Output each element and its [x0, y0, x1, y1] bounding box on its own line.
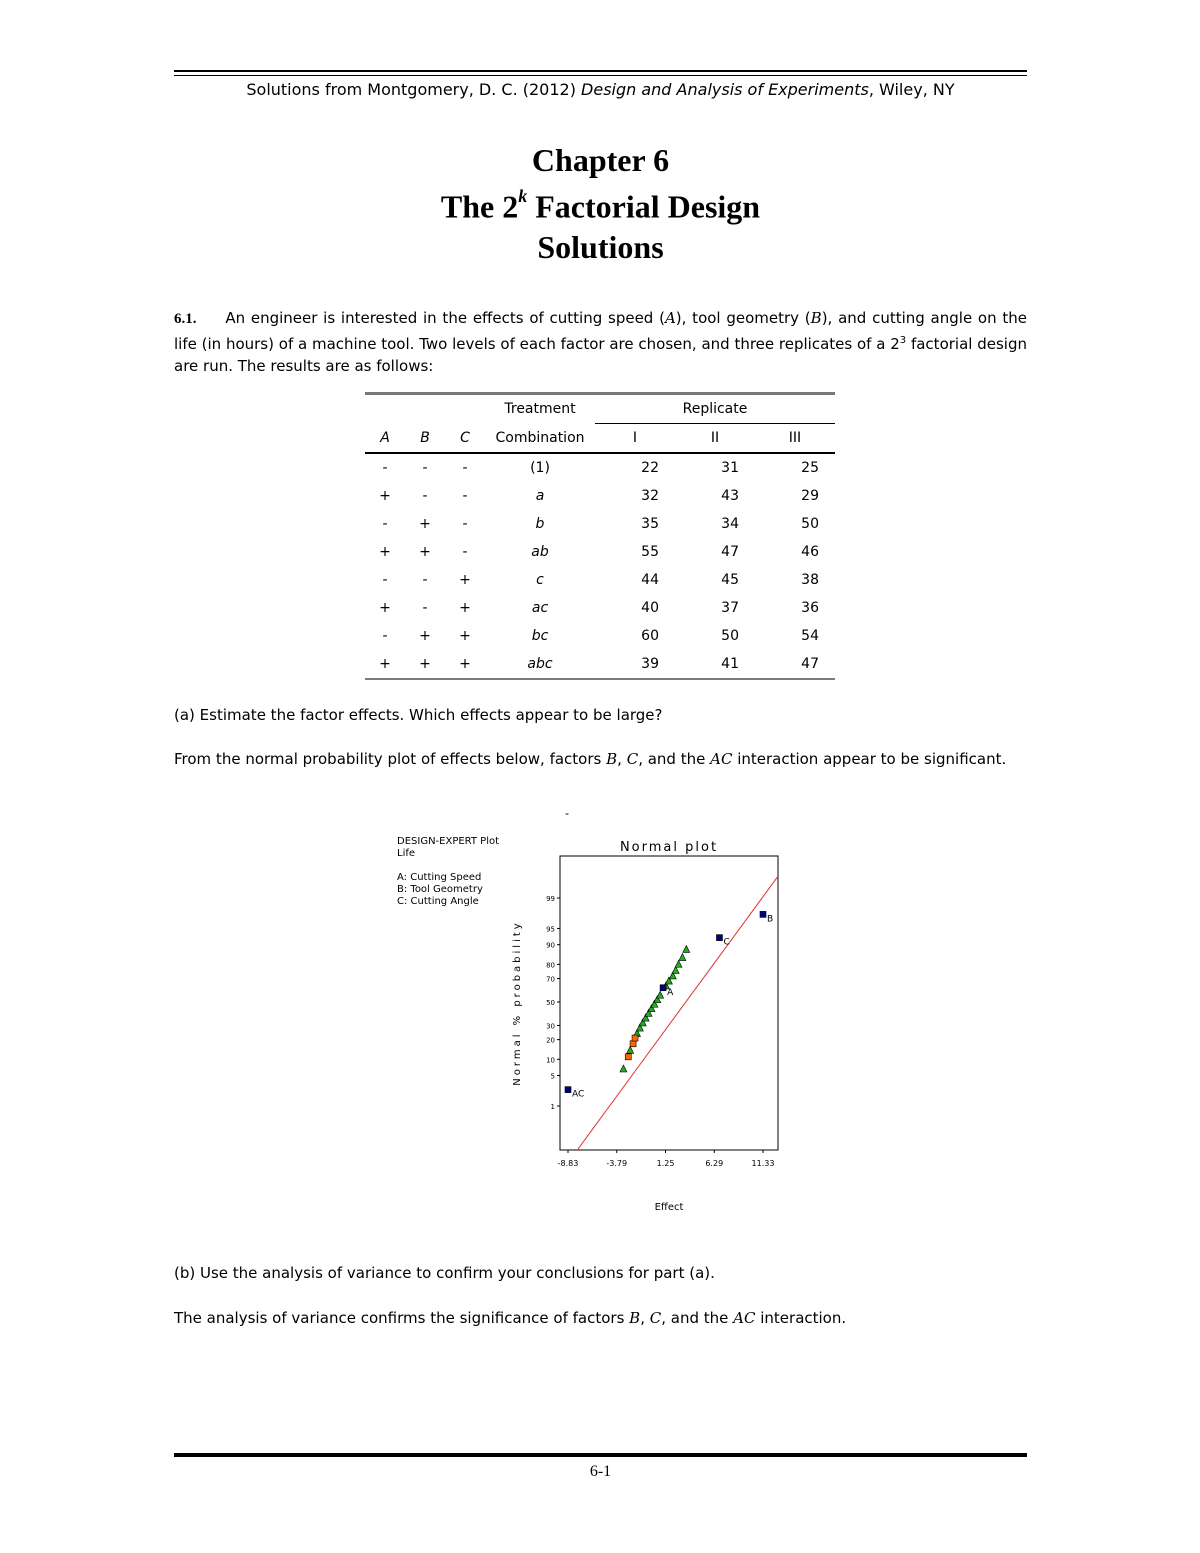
plot-point-error-orange — [625, 1054, 631, 1060]
subtitle-post: Factorial Design — [527, 188, 761, 225]
part-a-answer: From the normal probability plot of effects below, factors B, C, and the AC interaction appear to be significant. — [174, 750, 1007, 768]
part-a-question: (a) Estimate the factor effects. Which effects appear to be large? — [174, 706, 663, 724]
legend-response: Life — [397, 848, 416, 859]
plot-label-ac: AC — [572, 1089, 585, 1100]
table-row: - - - (1) 22 31 25 — [382, 460, 819, 476]
problem-statement — [174, 307, 1027, 377]
problem-sup: 3 — [899, 335, 907, 346]
legend-factor-a: A: Cutting Speed — [397, 872, 482, 883]
y-axis-label: Normal % probability — [512, 920, 523, 1086]
header-suffix: , Wiley, NY — [868, 80, 955, 99]
x-tick-label: 1.25 — [656, 1159, 675, 1168]
y-tick-label: 80 — [546, 961, 555, 970]
subtitle-sup: k — [518, 186, 528, 206]
col-header-rep2: II — [675, 424, 755, 454]
plot-point-c — [716, 935, 722, 941]
part-b-question: (b) Use the analysis of variance to confirm your conclusions for part (a). — [174, 1264, 715, 1282]
header-prefix: Solutions from Montgomery, D. C. (2012) — [246, 80, 582, 99]
y-tick-label: 20 — [546, 1036, 555, 1045]
plot-point-error — [657, 991, 664, 998]
treatment-header: Treatment — [485, 394, 595, 424]
x-tick-label: 6.29 — [705, 1159, 724, 1168]
col-header-b: B — [405, 424, 445, 454]
x-axis-label: Effect — [654, 1202, 684, 1213]
col-header-c: C — [445, 424, 485, 454]
table-header-row-1 — [365, 394, 835, 424]
x-tick-label: -8.83 — [557, 1159, 579, 1168]
plot-point-a — [660, 985, 666, 991]
legend-factor-b: B: Tool Geometry — [397, 884, 483, 895]
col-header-rep1: I — [595, 424, 675, 454]
x-tick-label: 11.33 — [751, 1159, 775, 1168]
reference-line — [578, 855, 794, 1149]
plot-point-error — [683, 945, 690, 952]
table-row: + + - ab 55 47 46 — [379, 544, 819, 560]
normal-plot-chart — [360, 820, 810, 1230]
header-book-title: Design and Analysis of Experiments — [581, 80, 869, 99]
plot-point-error-orange — [630, 1041, 636, 1047]
problem-text-a: An engineer is interested in the effects of cutting speed ( — [225, 309, 665, 327]
col-header-combination: Combination — [485, 424, 595, 454]
table-header-row-2 — [365, 424, 835, 454]
chapter-title-block — [174, 140, 1027, 267]
problem-var-a: A — [664, 309, 676, 327]
plot-point-error-orange — [632, 1035, 638, 1041]
y-tick-label: 99 — [546, 895, 555, 903]
x-tick-label: -3.79 — [606, 1159, 628, 1168]
running-header — [174, 80, 1027, 99]
data-table — [365, 392, 835, 680]
header-rule-thin — [174, 75, 1027, 76]
col-header-rep3: III — [755, 424, 835, 454]
plot-point-b — [760, 911, 766, 917]
y-tick-label: 1 — [550, 1103, 555, 1111]
legend-factor-c: C: Cutting Angle — [397, 896, 479, 907]
plot-point-ac — [565, 1087, 571, 1093]
part-b-answer: The analysis of variance confirms the significance of factors B, C, and the AC interaction. — [174, 1309, 847, 1327]
col-header-a: A — [365, 424, 405, 454]
chapter-number: Chapter 6 — [531, 142, 670, 178]
legend-title: DESIGN-EXPERT Plot — [397, 836, 500, 847]
table-row: + + + abc 39 41 47 — [365, 650, 835, 679]
y-tick-label: 95 — [546, 925, 555, 934]
problem-text-d: factorial design are run. The results are as follows: — [174, 335, 1027, 375]
footer-rule — [174, 1453, 1027, 1457]
y-tick-label: 70 — [546, 975, 555, 984]
problem-var-b: B — [810, 309, 822, 327]
plot-point-error — [627, 1046, 634, 1053]
page-number: 6-1 — [589, 1463, 612, 1480]
problem-number: 6.1. — [174, 311, 197, 327]
plot-label-b: B — [767, 914, 774, 925]
table-row: - - + c 44 45 38 — [382, 572, 819, 588]
table-row: + - - a 32 43 29 — [379, 488, 819, 504]
y-tick-label: 5 — [550, 1072, 555, 1081]
plot-title: Normal plot — [619, 840, 719, 855]
chapter-solutions: Solutions — [537, 228, 664, 265]
replicate-header: Replicate — [595, 394, 835, 424]
y-tick-label: 10 — [546, 1056, 555, 1065]
plot-point-error — [620, 1065, 627, 1072]
y-tick-label: 30 — [546, 1022, 555, 1031]
chapter-subtitle — [174, 180, 1027, 227]
table-row: + - + ac 40 37 36 — [379, 600, 819, 616]
header-rule-thick — [174, 70, 1027, 72]
plot-label-a: A — [667, 987, 674, 998]
problem-text-c: ), and cutting angle on the life (in hours) of a machine tool. Two levels of each factor are chosen, and three replicates of a 2 — [174, 309, 1027, 353]
plot-frame — [560, 856, 778, 1150]
plot-point-error — [675, 960, 682, 967]
table-row: - + + bc 60 50 54 — [382, 628, 819, 644]
plot-label-c: C — [723, 937, 730, 948]
plot-point-error — [679, 954, 686, 961]
y-tick-label: 90 — [546, 941, 555, 950]
y-tick-label: 50 — [546, 999, 555, 1007]
problem-text-b: ), tool geometry ( — [675, 309, 811, 327]
subtitle-pre: The 2 — [440, 188, 519, 225]
table-row: - + - b 35 34 50 — [382, 516, 819, 532]
stray-mark: - — [565, 806, 569, 820]
